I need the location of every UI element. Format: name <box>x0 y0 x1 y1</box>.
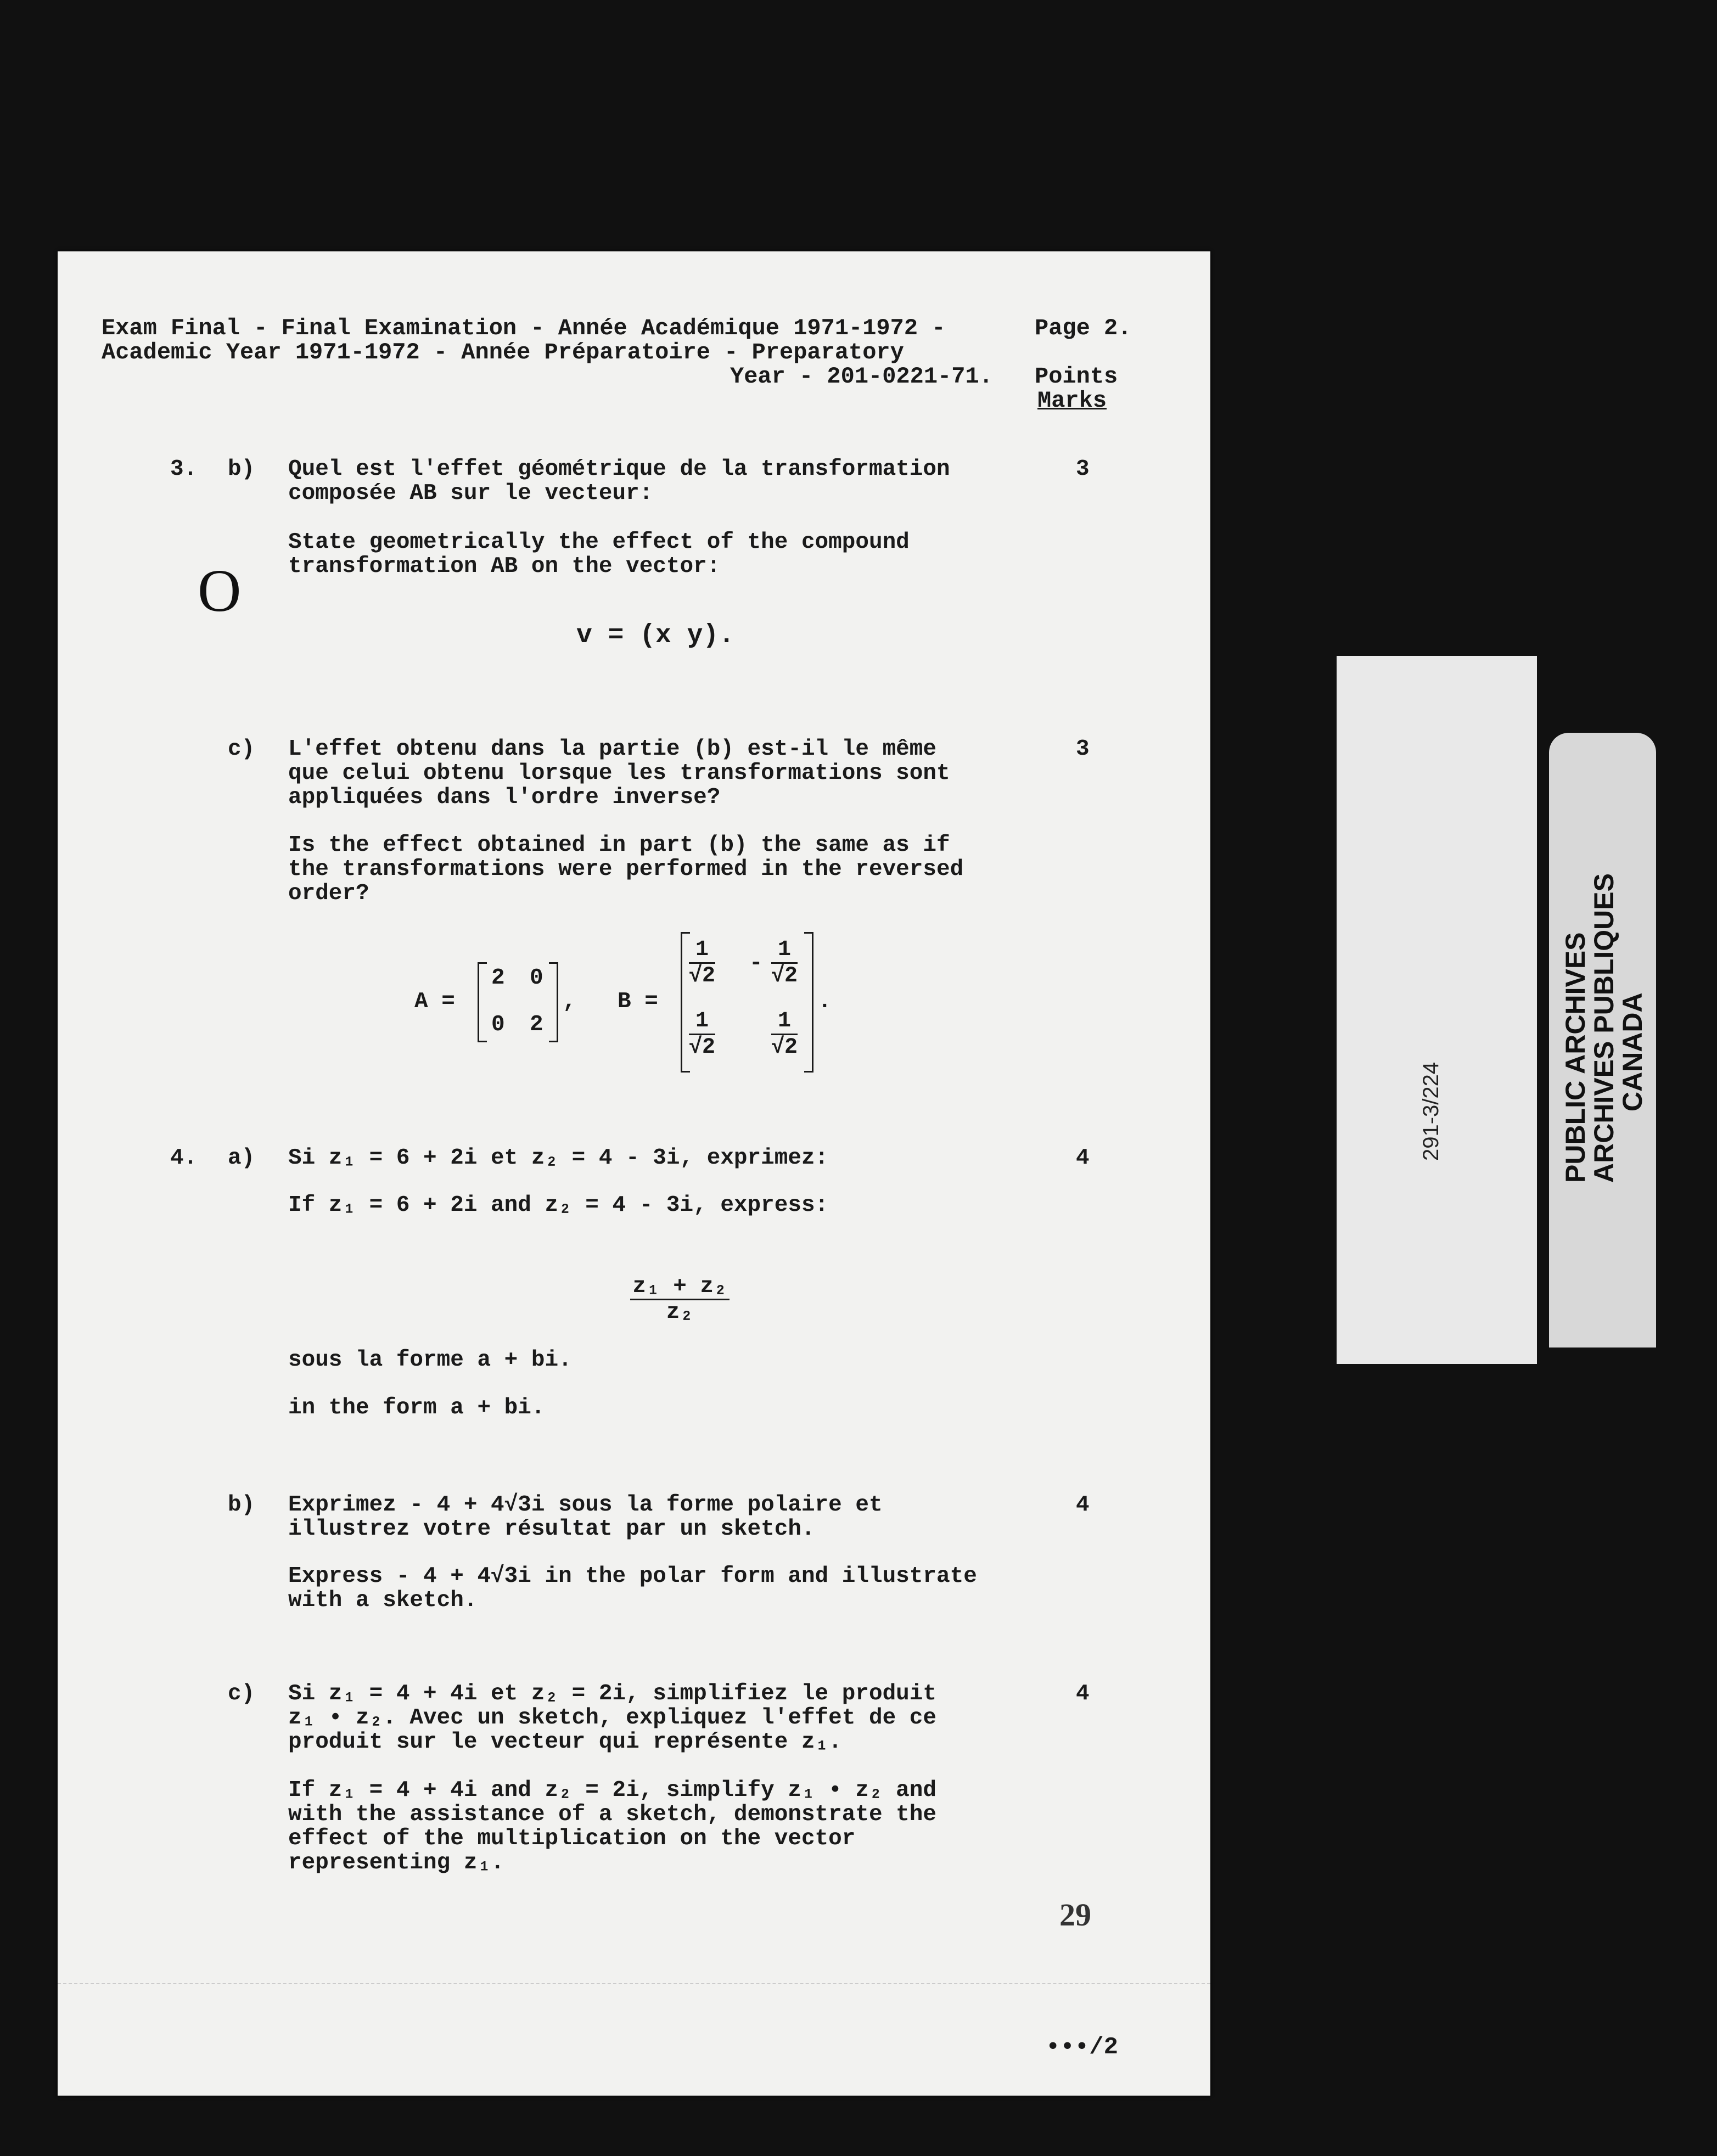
q4a-points: 4 <box>1076 1146 1090 1171</box>
q3c-french-3: appliquées dans l'ordre inverse? <box>288 785 721 810</box>
q4a-letter: a) <box>228 1146 255 1171</box>
matrix-b-minus: - <box>749 951 763 976</box>
matrix-a-left-bracket <box>478 962 487 1042</box>
exam-page <box>58 251 1210 2096</box>
matrix-b-right-bracket <box>804 932 813 1073</box>
q4b-letter: b) <box>228 1492 255 1518</box>
q4c-english-1: If z₁ = 4 + 4i and z₂ = 2i, simplify z₁ • z₂ and <box>288 1778 936 1803</box>
matrix-b-label: B = <box>618 989 658 1014</box>
matrix-a-22: 2 <box>530 1012 543 1037</box>
q4b-english-2: with a sketch. <box>288 1588 478 1613</box>
punch-hole-mark: O <box>198 557 242 624</box>
q3c-english-1: Is the effect obtained in part (b) the same as if <box>288 833 950 858</box>
q3c-english-3: order? <box>288 881 369 906</box>
comma: , <box>563 989 576 1014</box>
fold-line <box>58 1983 1210 1984</box>
q3c-english-2: the transformations were performed in the reversed <box>288 857 964 882</box>
header-line-2: Academic Year 1971-1972 - Année Préparatoire - Preparatory <box>102 339 904 366</box>
q3b-english-1: State geometrically the effect of the compound <box>288 530 910 555</box>
q4c-english-3: effect of the multiplication on the vector <box>288 1826 856 1851</box>
q4c-french-3: produit sur le vecteur qui représente z₁. <box>288 1730 842 1755</box>
stamp-line-1: PUBLIC ARCHIVES <box>1560 932 1591 1183</box>
q4a-french-2: sous la forme a + bi. <box>288 1348 572 1373</box>
stamp-line-2: ARCHIVES PUBLIQUES <box>1589 873 1619 1183</box>
matrix-a-12: 0 <box>530 965 543 991</box>
q4a-english-2: in the form a + bi. <box>288 1395 545 1421</box>
archive-stamp <box>1549 733 1656 1348</box>
q3b-points: 3 <box>1076 457 1090 482</box>
q4a-fraction: $\frac{\text{z₁ + z₂}}{\text{z₂}}$ <box>576 1250 730 1349</box>
q4b-french-1: Exprimez - 4 + 4√3i sous la forme polaire et <box>288 1492 883 1518</box>
q4b-english-1: Express - 4 + 4√3i in the polar form and illustrate <box>288 1564 977 1589</box>
matrix-b-21: $\frac{1}{√2}$ <box>689 1009 716 1060</box>
continued-marker: •••/2 <box>1046 2034 1119 2061</box>
matrix-b-12: $\frac{1}{√2}$ <box>771 937 798 989</box>
q3c-points: 3 <box>1076 737 1090 762</box>
archive-page-number: 29 <box>1059 1897 1091 1933</box>
matrix-b-22: $\frac{1}{√2}$ <box>771 1009 798 1060</box>
q3c-letter: c) <box>228 737 255 762</box>
q4c-french-1: Si z₁ = 4 + 4i et z₂ = 2i, simplifiez le produit <box>288 1681 936 1706</box>
q4c-points: 4 <box>1076 1681 1090 1706</box>
archive-tag <box>1337 656 1537 1364</box>
q3c-french-2: que celui obtenu lorsque les transformations sont <box>288 761 950 786</box>
page-label: Page 2. <box>1035 315 1132 341</box>
stamp-text <box>1561 873 1647 1183</box>
q4c-letter: c) <box>228 1681 255 1706</box>
q3b-english-2: transformation AB on the vector: <box>288 554 721 579</box>
matrix-a-21: 0 <box>491 1012 505 1037</box>
period: . <box>818 989 832 1014</box>
q3-number: 3. <box>170 457 198 482</box>
matrix-a-label: A = <box>414 989 455 1014</box>
q4c-english-4: representing z₁. <box>288 1850 504 1876</box>
marks-label: Marks <box>1037 388 1107 414</box>
q4c-english-2: with the assistance of a sketch, demonstrate the <box>288 1802 936 1827</box>
q3b-letter: b) <box>228 457 255 482</box>
q3b-french-1: Quel est l'effet géométrique de la transformation <box>288 457 950 482</box>
q3b-french-2: composée AB sur le vecteur: <box>288 481 653 506</box>
matrix-a-11: 2 <box>491 965 505 991</box>
header-line-1: Exam Final - Final Examination - Année Académique 1971-1972 - <box>102 315 946 341</box>
points-label: Points <box>1035 363 1118 390</box>
archive-code: 291-3/224 <box>1419 1062 1443 1161</box>
stamp-line-3: CANADA <box>1617 992 1648 1111</box>
header-line-3: Year - 201-0221-71. <box>730 363 993 390</box>
q3c-french-1: L'effet obtenu dans la partie (b) est-il le même <box>288 737 936 762</box>
q4-number: 4. <box>170 1146 198 1171</box>
matrix-a-right-bracket <box>549 962 558 1042</box>
q4a-french: Si z₁ = 6 + 2i et z₂ = 4 - 3i, exprimez: <box>288 1146 829 1171</box>
matrix-b-11: $\frac{1}{√2}$ <box>689 937 716 989</box>
q4b-french-2: illustrez votre résultat par un sketch. <box>288 1517 815 1542</box>
q4b-points: 4 <box>1076 1492 1090 1518</box>
q4c-french-2: z₁ • z₂. Avec un sketch, expliquez l'effet de ce <box>288 1705 936 1731</box>
q3b-vector: v = (x y). <box>576 621 735 650</box>
q4a-english: If z₁ = 6 + 2i and z₂ = 4 - 3i, express: <box>288 1193 829 1218</box>
